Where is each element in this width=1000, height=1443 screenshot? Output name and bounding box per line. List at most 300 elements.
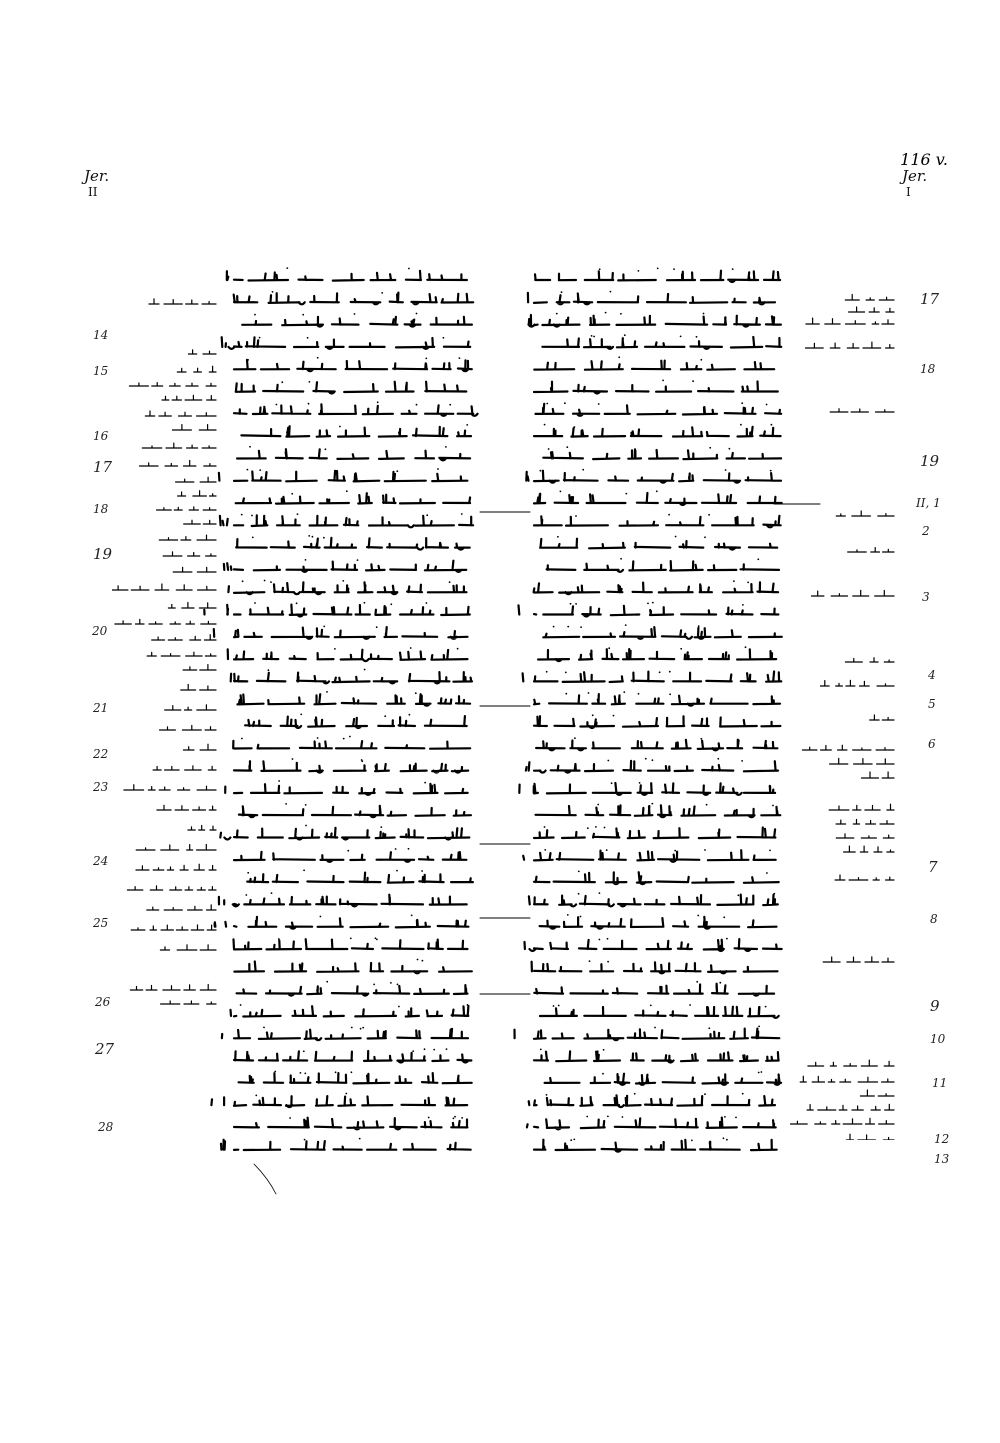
diacritic-dot (325, 448, 327, 450)
margin-stroke (147, 905, 216, 910)
diacritic-dot (725, 469, 727, 471)
diacritic-dot (354, 313, 356, 315)
diacritic-dot (361, 759, 363, 761)
script-line (219, 892, 467, 906)
diacritic-dot (586, 1116, 588, 1118)
diacritic-dot (634, 1093, 636, 1095)
script-line (525, 938, 782, 951)
diacritic-dot (296, 602, 298, 604)
script-stroke (239, 806, 471, 817)
margin-note (181, 685, 216, 691)
diacritic-dot (326, 691, 328, 693)
script-stroke (224, 561, 466, 572)
diacritic-dot (308, 535, 310, 537)
script-stroke (528, 293, 775, 305)
script-stroke (237, 694, 470, 706)
diacritic-dot (317, 357, 319, 359)
script-stroke (534, 716, 780, 728)
diacritic-dot (349, 736, 351, 738)
verse-number: 12 (934, 1132, 950, 1146)
margin-note (176, 477, 216, 482)
script-line (236, 381, 467, 394)
script-line (225, 780, 468, 795)
diacritic-dot (241, 738, 243, 740)
diacritic-dot (426, 514, 428, 516)
margin-note (131, 925, 216, 930)
script-line (534, 714, 780, 728)
diacritic-dot (732, 268, 734, 270)
diacritic-dot (415, 692, 417, 694)
diacritic-dot (286, 267, 288, 269)
diacritic-dot (557, 536, 559, 538)
diacritic-dot (357, 559, 359, 561)
left-heading-roman: II (88, 185, 98, 199)
diacritic-dot (247, 359, 249, 361)
script-stroke (227, 271, 467, 281)
margin-stroke (178, 491, 216, 496)
diacritic-dot (326, 981, 328, 983)
diacritic-dot (691, 1140, 693, 1142)
diacritic-dot (580, 916, 582, 918)
diacritic-dot (645, 758, 647, 760)
diacritic-dot (408, 848, 410, 850)
script-line (540, 914, 777, 929)
margin-note (845, 295, 894, 301)
margin-stroke (188, 826, 216, 831)
verse-number: 14 (93, 328, 109, 342)
margin-stroke (183, 665, 216, 670)
diacritic-dot (544, 424, 546, 426)
diacritic-dot (726, 1139, 728, 1141)
diacritic-dot (766, 872, 768, 874)
script-stroke (231, 672, 472, 683)
diacritic-dot (457, 648, 459, 650)
margin-stroke (157, 507, 216, 510)
diacritic-dot (263, 1027, 265, 1029)
diacritic-dot (724, 1116, 726, 1118)
diacritic-dot (669, 671, 671, 673)
pen-stroke-path (254, 1164, 276, 1194)
script-stroke (234, 360, 472, 371)
diacritic-dot (289, 1117, 291, 1119)
verse-number: 21 (93, 701, 109, 715)
script-line (547, 558, 779, 572)
diacritic-dot (359, 1138, 361, 1140)
margin-stroke (849, 307, 894, 312)
diacritic-dot (742, 1093, 744, 1095)
diacritic-dot (396, 470, 398, 472)
diacritic-dot (241, 514, 243, 516)
script-stroke (538, 649, 776, 661)
diacritic-dot (566, 446, 568, 448)
margin-stroke (807, 1104, 894, 1110)
script-line (534, 1137, 777, 1151)
diacritic-dot (384, 715, 386, 717)
diacritic-dot (351, 1027, 353, 1029)
script-line (534, 1049, 779, 1063)
margin-note (162, 395, 216, 400)
diacritic-dot (638, 693, 640, 695)
diacritic-dot (305, 804, 307, 806)
margin-stroke (112, 584, 216, 590)
diacritic-dot (247, 469, 249, 471)
diacritic-dot (249, 446, 251, 448)
verse-number: 8 (930, 912, 938, 926)
script-stroke (220, 515, 473, 527)
script-stroke (529, 1095, 775, 1107)
margin-stroke (836, 820, 894, 825)
script-stroke (540, 539, 777, 550)
script-stroke (534, 382, 778, 394)
script-line (222, 1027, 468, 1041)
script-stroke (519, 783, 775, 795)
diacritic-dot (651, 803, 653, 805)
margin-stroke (829, 804, 894, 810)
diacritic-dot (598, 403, 600, 405)
diacritic-dot (582, 469, 584, 471)
script-stroke (536, 740, 777, 751)
diacritic-dot (342, 580, 344, 582)
script-line (239, 1071, 472, 1084)
margin-note (168, 603, 216, 609)
margin-note (136, 864, 216, 870)
script-line (211, 1093, 467, 1108)
script-stroke (222, 337, 471, 349)
script-stroke (234, 939, 468, 949)
diacritic-dot (607, 938, 609, 940)
script-stroke (540, 917, 777, 929)
diacritic-dot (697, 915, 699, 917)
margin-note (860, 1090, 894, 1096)
script-stroke (234, 852, 466, 862)
script-line (523, 671, 782, 682)
script-line (536, 737, 777, 750)
diacritic-dot (424, 782, 426, 784)
diacritic-dot (303, 1050, 305, 1052)
margin-note (836, 511, 894, 516)
diacritic-dot (334, 648, 336, 650)
diacritic-dot (276, 404, 278, 406)
diacritic-dot (657, 268, 659, 270)
diacritic-dot (565, 693, 567, 695)
margin-note (165, 705, 216, 710)
margin-note (870, 715, 894, 720)
margin-stroke (153, 766, 216, 770)
right-heading-roman: I (906, 185, 911, 199)
diacritic-dot (611, 782, 613, 784)
diacritic-dot (345, 1093, 347, 1095)
verse-number: 15 (93, 364, 109, 378)
margin-note (821, 680, 895, 686)
margin-note (830, 758, 894, 764)
margin-note (140, 461, 217, 467)
diacritic-dot (274, 1071, 276, 1073)
diacritic-dot (599, 892, 601, 894)
margin-stroke (800, 1076, 894, 1082)
margin-note (836, 834, 894, 838)
diacritic-dot (304, 1139, 306, 1141)
diacritic-dot (574, 426, 576, 428)
script-stroke (534, 1140, 777, 1152)
diacritic-dot (454, 1116, 456, 1118)
script-line (540, 1004, 779, 1018)
script-stroke (534, 1051, 779, 1062)
script-line (231, 1004, 469, 1017)
diacritic-dot (696, 336, 698, 338)
script-line (234, 937, 468, 949)
margin-note (112, 584, 216, 590)
margin-note (836, 820, 894, 825)
script-line (231, 669, 472, 684)
diacritic-dot (560, 491, 562, 493)
diacritic-dot (758, 1072, 760, 1074)
script-stroke (534, 361, 774, 370)
diacritic-dot (573, 1139, 575, 1141)
diacritic-dot (424, 1048, 426, 1050)
script-stroke (245, 716, 467, 728)
margin-note (149, 299, 216, 304)
margin-note (823, 957, 894, 962)
margin-stroke (835, 875, 894, 880)
diacritic-dot (416, 313, 418, 315)
margin-stroke (149, 299, 216, 304)
diacritic-dot (700, 738, 702, 740)
diacritic-dot (416, 404, 418, 406)
script-stroke (525, 939, 782, 951)
left-heading-title: Jer. (84, 167, 110, 185)
diacritic-dot (302, 314, 304, 316)
diacritic-dot (425, 358, 427, 360)
verse-number: 7 (928, 858, 938, 876)
diacritic-dot (606, 849, 608, 851)
script-stroke (523, 672, 782, 683)
diacritic-dot (351, 1071, 353, 1073)
diacritic-dot (375, 937, 377, 939)
margin-note (808, 1060, 894, 1066)
diacritic-dot (350, 938, 352, 940)
margin-stroke (136, 845, 216, 851)
diacritic-dot (317, 737, 319, 739)
margin-stroke (830, 758, 894, 764)
script-stroke (515, 1029, 780, 1041)
verse-number: 17 (93, 458, 113, 476)
script-stroke (534, 984, 774, 996)
diacritic-dot (603, 1049, 605, 1051)
reference-arrow-right (770, 496, 830, 526)
diacritic-dot (704, 1093, 706, 1095)
script-line (215, 915, 469, 929)
script-stroke (534, 694, 780, 706)
script-line (529, 312, 781, 327)
diacritic-dot (300, 1072, 302, 1074)
script-line (237, 446, 470, 460)
diacritic-dot (459, 357, 461, 359)
diacritic-dot (599, 939, 601, 941)
diacritic-dot (591, 335, 593, 337)
script-stroke (519, 605, 779, 616)
handwriting-left-column (228, 270, 483, 1190)
script-stroke (542, 337, 781, 349)
diacritic-dot (417, 959, 419, 961)
margin-stroke (160, 726, 217, 731)
script-line (220, 513, 473, 527)
diacritic-dot (575, 515, 577, 517)
diacritic-dot (380, 826, 382, 828)
margin-stroke (862, 772, 895, 778)
margin-note (152, 635, 216, 640)
script-line (234, 357, 472, 371)
margin-note (173, 567, 216, 572)
diacritic-dot (300, 714, 302, 716)
script-stroke (215, 917, 469, 929)
diacritic-dot (592, 714, 594, 716)
diacritic-dot (540, 470, 542, 472)
script-line (228, 647, 468, 661)
diacritic-dot (703, 313, 705, 315)
diacritic-dot (364, 602, 366, 604)
script-stroke (534, 828, 775, 839)
diacritic-dot (546, 671, 548, 673)
margin-stroke (129, 383, 216, 386)
diacritic-dot (729, 448, 731, 450)
script-line (526, 758, 778, 773)
diacritic-dot (381, 292, 383, 294)
diacritic-dot (593, 336, 595, 338)
script-stroke (234, 962, 471, 974)
margin-stroke (140, 461, 217, 467)
margin-stroke (176, 477, 216, 482)
diacritic-dot (360, 1028, 362, 1030)
script-line (536, 803, 781, 818)
script-stroke (526, 761, 778, 773)
script-stroke (234, 1051, 471, 1063)
diacritic-dot (709, 447, 711, 449)
diacritic-dot (390, 982, 392, 984)
verse-number: 19 (93, 545, 113, 563)
margin-stroke (845, 658, 894, 662)
script-stroke (529, 315, 781, 327)
diacritic-dot (461, 513, 463, 515)
margin-stroke (131, 925, 216, 930)
diacritic-dot (343, 738, 345, 740)
diacritic-dot (761, 1071, 763, 1073)
diacritic-dot (654, 1027, 656, 1029)
margin-note (157, 507, 216, 510)
script-line (543, 446, 781, 459)
script-stroke (204, 605, 470, 617)
diacritic-dot (696, 981, 698, 983)
script-stroke (234, 761, 468, 772)
margin-stroke (177, 366, 216, 372)
verse-number: 10 (930, 1032, 946, 1046)
diacritic-dot (271, 892, 273, 894)
diacritic-dot (706, 804, 708, 806)
diacritic-dot (765, 1006, 767, 1008)
script-stroke (222, 1029, 468, 1040)
diacritic-dot (546, 403, 548, 405)
diacritic-dot (773, 893, 775, 895)
margin-note (153, 766, 216, 770)
margin-note (802, 745, 894, 750)
diacritic-dot (320, 916, 322, 918)
diacritic-dot (453, 1118, 455, 1120)
script-stroke (219, 471, 468, 482)
diacritic-dot (597, 804, 599, 806)
diacritic-dot (364, 669, 366, 671)
script-line (237, 691, 470, 706)
diacritic-dot (587, 827, 589, 829)
margin-note (130, 985, 216, 991)
margin-note (845, 658, 894, 662)
script-stroke (241, 426, 471, 437)
diacritic-dot (421, 870, 423, 872)
diacritic-dot (433, 1049, 435, 1051)
diacritic-dot (373, 984, 375, 986)
diacritic-dot (625, 493, 627, 495)
diacritic-dot (741, 760, 743, 762)
diacritic-dot (272, 291, 274, 293)
diacritic-dot (692, 380, 694, 382)
verse-number: 2 (922, 524, 930, 538)
pen-stroke (250, 1160, 290, 1200)
script-stroke (543, 627, 782, 639)
script-stroke (237, 985, 468, 996)
diacritic-dot (608, 647, 610, 649)
margin-note (142, 443, 216, 448)
diacritic-dot (278, 938, 280, 940)
script-line (245, 714, 467, 729)
margin-stroke (136, 864, 216, 870)
script-stroke (234, 293, 474, 305)
script-stroke (228, 649, 468, 661)
diacritic-dot (758, 1026, 760, 1028)
diacritic-dot (305, 825, 307, 827)
diacritic-dot (737, 894, 739, 896)
margin-note (188, 350, 216, 354)
script-line (523, 849, 776, 862)
script-stroke (234, 404, 478, 416)
margin-note (849, 307, 894, 312)
verse-number: 23 (93, 780, 109, 794)
verse-number: 25 (93, 916, 109, 930)
script-line (236, 490, 470, 503)
margin-stroke (160, 945, 216, 950)
margin-note (844, 846, 894, 852)
margin-stroke (161, 1001, 216, 1004)
margin-stroke (808, 1060, 894, 1066)
script-stroke (545, 1074, 782, 1085)
script-stroke (233, 741, 470, 749)
script-stroke (225, 784, 468, 795)
diacritic-dot (652, 759, 654, 761)
diacritic-dot (323, 626, 325, 628)
script-line (234, 758, 468, 773)
diacritic-dot (553, 1005, 555, 1007)
diacritic-dot (255, 1095, 257, 1097)
margin-note (812, 590, 895, 596)
margin-stroke (172, 425, 216, 430)
margin-note (157, 805, 216, 810)
diacritic-dot (339, 426, 341, 428)
diacritic-dot (719, 982, 721, 984)
diacritic-dot (297, 513, 299, 515)
diacritic-dot (259, 337, 261, 339)
script-stroke (540, 1007, 779, 1018)
diacritic-dot (638, 270, 640, 272)
diacritic-dot (376, 939, 378, 941)
margin-note (115, 619, 216, 624)
diacritic-dot (675, 536, 677, 538)
